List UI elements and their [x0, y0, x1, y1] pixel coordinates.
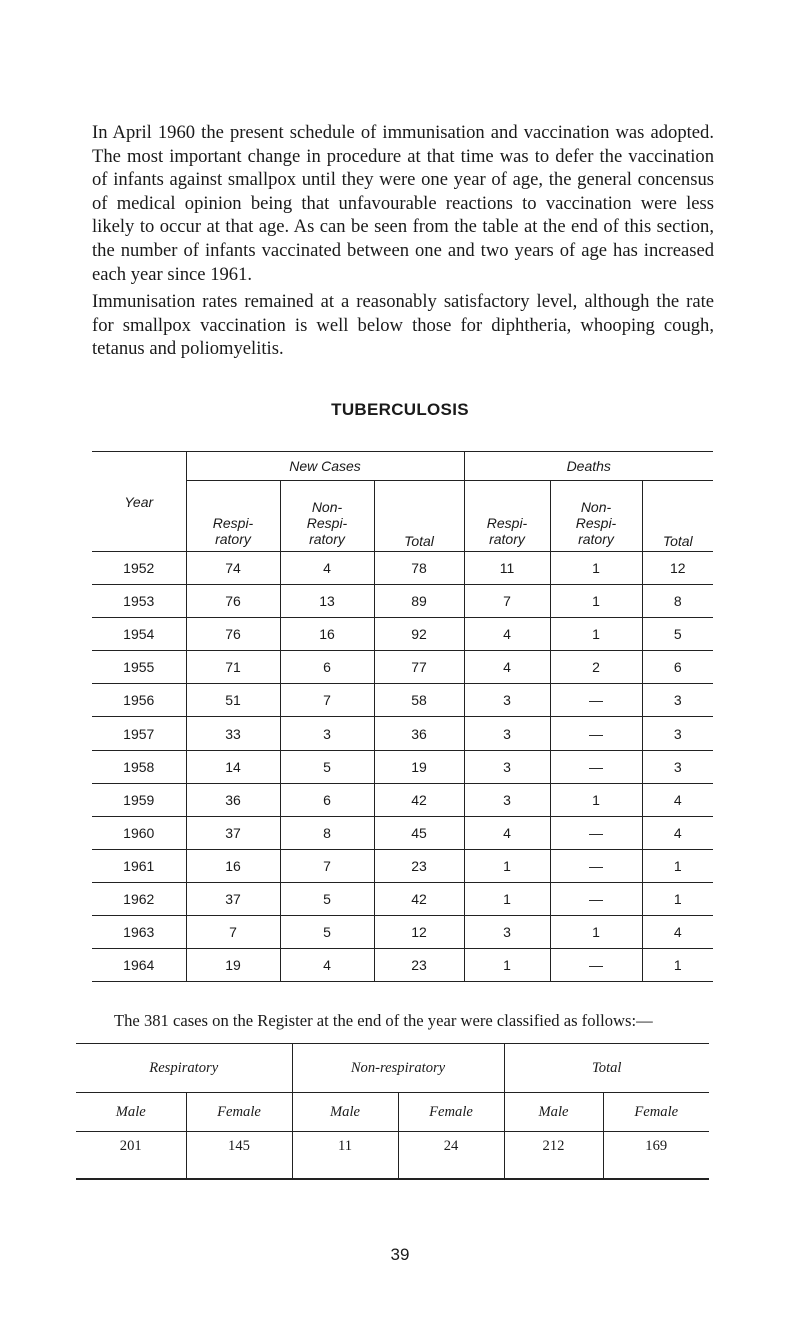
value-cell: 77 [374, 651, 464, 684]
value-cell: 7 [464, 585, 550, 618]
value-cell: 7 [280, 684, 374, 717]
sex-header: Female [186, 1093, 292, 1132]
tb-sub-header [550, 481, 642, 552]
deaths-header: Deaths [464, 452, 713, 481]
value-cell: 78 [374, 552, 464, 585]
tb-sub-header-line: Respi- [575, 515, 617, 531]
value-cell: 19 [374, 750, 464, 783]
value-cell: 36 [186, 783, 280, 816]
year-header: Year [92, 452, 186, 552]
value-cell: 14 [186, 750, 280, 783]
value-cell: 4 [280, 552, 374, 585]
year-cell: 1963 [92, 916, 186, 949]
value-cell: 1 [550, 585, 642, 618]
total-header: Total [504, 1044, 709, 1093]
value-cell: 4 [464, 816, 550, 849]
value-cell: 89 [374, 585, 464, 618]
classification-value: 212 [504, 1132, 603, 1180]
value-cell: 5 [642, 618, 713, 651]
value-cell: 1 [550, 552, 642, 585]
value-cell: 4 [464, 651, 550, 684]
sex-header: Female [603, 1093, 709, 1132]
tb-sub-header [464, 481, 550, 552]
value-cell: 1 [464, 849, 550, 882]
year-cell: 1957 [92, 717, 186, 750]
value-cell: 8 [280, 816, 374, 849]
value-cell: 16 [186, 849, 280, 882]
tuberculosis-table-body [92, 552, 713, 982]
value-cell: 3 [280, 717, 374, 750]
value-cell: 3 [464, 916, 550, 949]
tb-sub-header-line: ratory [578, 531, 614, 547]
sex-header: Female [398, 1093, 504, 1132]
value-cell: 4 [642, 783, 713, 816]
value-cell: 7 [280, 849, 374, 882]
paragraph-immunisation-schedule: In April 1960 the present schedule of immunisation and vaccination was adopted. The most important change in procedure at that time was to defer the vaccination of infants against smallpox until they were one year of age, the general concensus of medical opinion being that unfavourable reactions to vaccination were less likely to occur at that age. As can be seen from the table at the end of this section, the number of infants vaccinated between one and two years of age has increased each year since 1961. [92, 122, 714, 285]
table-row [92, 849, 713, 882]
value-cell: — [550, 949, 642, 982]
section-heading: TUBERCULOSIS [331, 400, 469, 419]
value-cell: 74 [186, 552, 280, 585]
year-cell: 1959 [92, 783, 186, 816]
table-row [92, 717, 713, 750]
value-cell: 11 [464, 552, 550, 585]
sex-header: Male [292, 1093, 398, 1132]
year-cell: 1954 [92, 618, 186, 651]
value-cell: 1 [550, 618, 642, 651]
year-cell: 1962 [92, 882, 186, 915]
value-cell: 4 [642, 916, 713, 949]
classification-value: 169 [603, 1132, 709, 1180]
non-respiratory-header: Non-respiratory [292, 1044, 504, 1093]
classification-value: 145 [186, 1132, 292, 1180]
value-cell: 71 [186, 651, 280, 684]
classification-value: 24 [398, 1132, 504, 1180]
table-row [92, 651, 713, 684]
value-cell: 42 [374, 783, 464, 816]
table-row [92, 949, 713, 982]
year-cell: 1955 [92, 651, 186, 684]
value-cell: — [550, 717, 642, 750]
table-row [92, 783, 713, 816]
value-cell: 4 [642, 816, 713, 849]
value-cell: 8 [642, 585, 713, 618]
table-row [92, 552, 713, 585]
value-cell: 1 [642, 949, 713, 982]
year-cell: 1958 [92, 750, 186, 783]
value-cell: 5 [280, 916, 374, 949]
tb-sub-header [642, 481, 713, 552]
value-cell: 4 [280, 949, 374, 982]
value-cell: — [550, 849, 642, 882]
classification-table [76, 1043, 709, 1180]
value-cell: — [550, 684, 642, 717]
classification-value: 201 [76, 1132, 186, 1180]
tb-sub-header-line: Non- [580, 499, 612, 515]
value-cell: 51 [186, 684, 280, 717]
value-cell: 3 [642, 750, 713, 783]
value-cell: 76 [186, 618, 280, 651]
tb-sub-header-line: Total [404, 533, 434, 549]
classification-note: The 381 cases on the Register at the end of the year were classified as follows:— [114, 1011, 653, 1030]
value-cell: 37 [186, 816, 280, 849]
value-cell: 16 [280, 618, 374, 651]
tb-sub-header [374, 481, 464, 552]
value-cell: 23 [374, 849, 464, 882]
table-row [92, 585, 713, 618]
value-cell: — [550, 750, 642, 783]
table-row [92, 750, 713, 783]
year-cell: 1956 [92, 684, 186, 717]
value-cell: 5 [280, 750, 374, 783]
value-cell: 3 [464, 684, 550, 717]
value-cell: 1 [642, 849, 713, 882]
value-cell: 3 [642, 684, 713, 717]
value-cell: 1 [464, 949, 550, 982]
year-cell: 1952 [92, 552, 186, 585]
paragraph-immunisation-rates: Immunisation rates remained at a reasonably satisfactory level, although the rate for smallpox vaccination is well below those for diphtheria, whooping cough, tetanus and poliomyelitis. [92, 291, 714, 360]
classification-value: 11 [292, 1132, 398, 1180]
value-cell: 6 [280, 783, 374, 816]
value-cell: 33 [186, 717, 280, 750]
classification-values-row [76, 1132, 709, 1180]
tb-sub-header-line: ratory [489, 531, 525, 547]
value-cell: 37 [186, 882, 280, 915]
sex-header: Male [504, 1093, 603, 1132]
value-cell: 42 [374, 882, 464, 915]
value-cell: 45 [374, 816, 464, 849]
tb-sub-header-line: Respi- [212, 515, 254, 531]
table-row [92, 882, 713, 915]
value-cell: 12 [374, 916, 464, 949]
sub-header-row [92, 481, 713, 552]
value-cell: 4 [464, 618, 550, 651]
value-cell: 3 [464, 717, 550, 750]
tb-sub-header-line: Respi- [306, 515, 348, 531]
page-number: 39 [390, 1245, 410, 1264]
tb-sub-header [280, 481, 374, 552]
value-cell: 6 [642, 651, 713, 684]
table-row [92, 618, 713, 651]
table-row [92, 916, 713, 949]
value-cell: 12 [642, 552, 713, 585]
value-cell: 23 [374, 949, 464, 982]
value-cell: — [550, 882, 642, 915]
value-cell: 6 [280, 651, 374, 684]
new-cases-header: New Cases [186, 452, 464, 481]
tb-sub-header-line: Respi- [486, 515, 528, 531]
value-cell: 2 [550, 651, 642, 684]
tb-sub-header-line: Non- [311, 499, 343, 515]
tb-sub-header-line: ratory [309, 531, 345, 547]
tb-sub-header [186, 481, 280, 552]
table-row [92, 684, 713, 717]
value-cell: 5 [280, 882, 374, 915]
value-cell: 1 [550, 916, 642, 949]
year-cell: 1953 [92, 585, 186, 618]
value-cell: 36 [374, 717, 464, 750]
value-cell: 3 [464, 783, 550, 816]
value-cell: 13 [280, 585, 374, 618]
value-cell: 1 [642, 882, 713, 915]
value-cell: 7 [186, 916, 280, 949]
value-cell: 1 [464, 882, 550, 915]
table-row [92, 816, 713, 849]
value-cell: — [550, 816, 642, 849]
value-cell: 3 [464, 750, 550, 783]
value-cell: 1 [550, 783, 642, 816]
year-cell: 1960 [92, 816, 186, 849]
tb-sub-header-line: ratory [215, 531, 251, 547]
value-cell: 76 [186, 585, 280, 618]
year-cell: 1961 [92, 849, 186, 882]
value-cell: 19 [186, 949, 280, 982]
year-cell: 1964 [92, 949, 186, 982]
sex-header: Male [76, 1093, 186, 1132]
tuberculosis-table [92, 451, 713, 982]
value-cell: 58 [374, 684, 464, 717]
sex-header-row [76, 1093, 709, 1132]
value-cell: 3 [642, 717, 713, 750]
tb-sub-header-line: Total [662, 533, 693, 549]
value-cell: 92 [374, 618, 464, 651]
respiratory-header: Respiratory [76, 1044, 292, 1093]
